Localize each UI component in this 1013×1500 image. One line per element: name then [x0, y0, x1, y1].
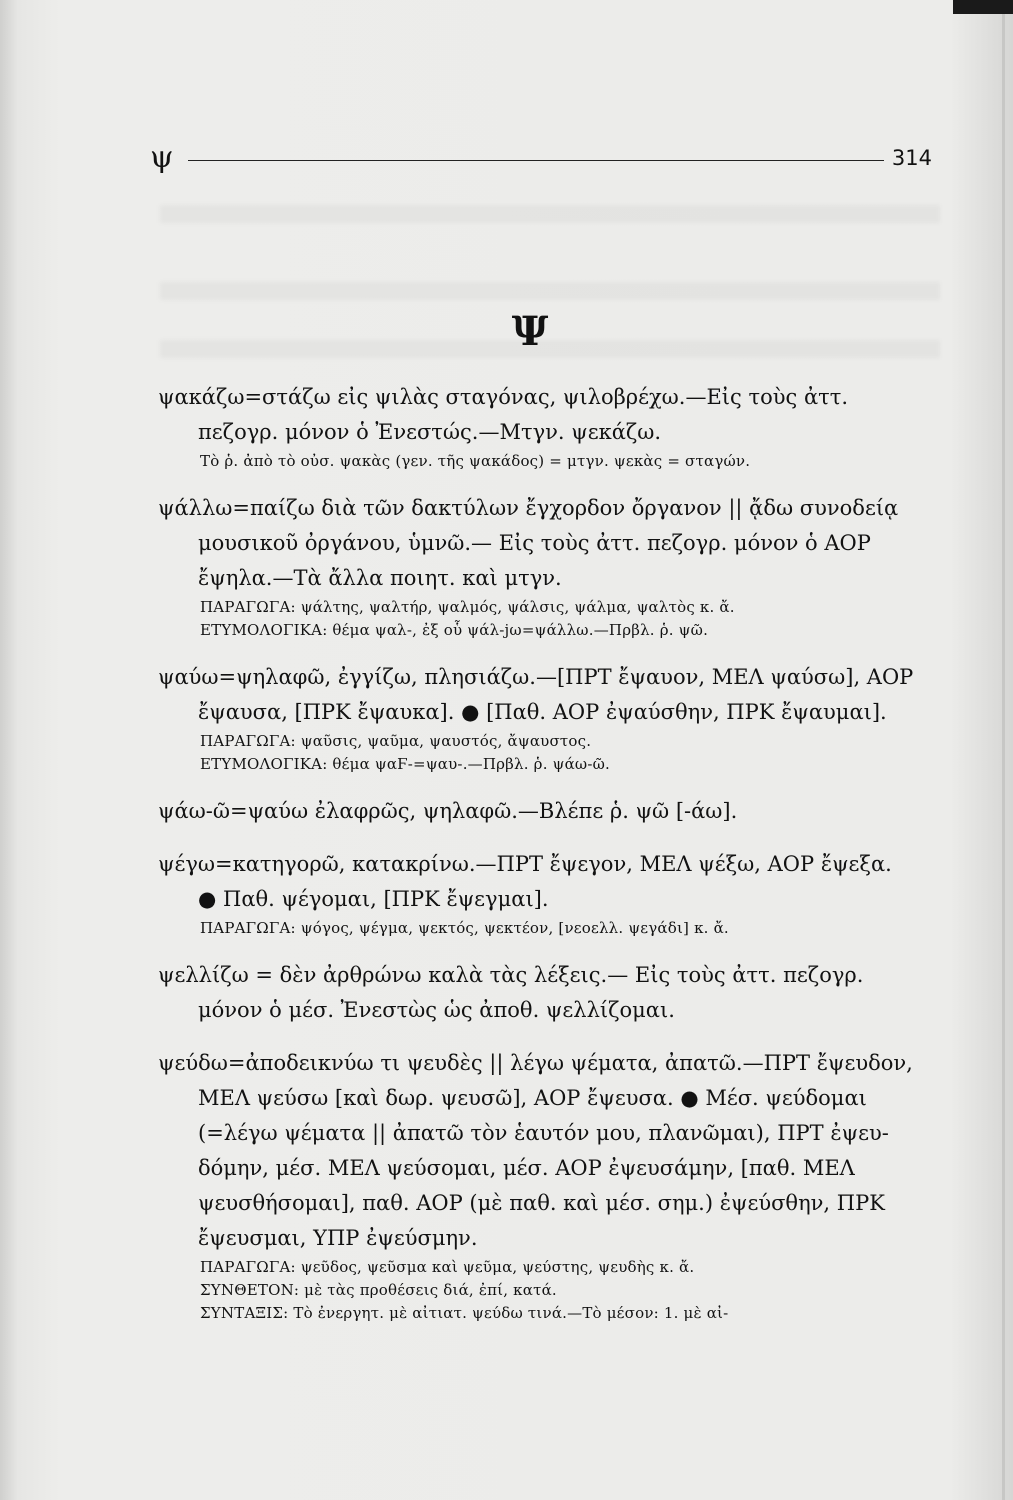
entry-line: δόμην, μέσ. ΜΕΛ ψεύσομαι, μέσ. ΑΟΡ ἐψευσάμην, [παθ. ΜΕΛ: [198, 1156, 855, 1180]
dictionary-entry: [158, 958, 938, 1028]
bleed-through-shadow: [160, 282, 940, 300]
section-letter: Ψ: [511, 308, 549, 355]
dictionary-entries: [158, 380, 938, 1343]
dictionary-entry: [158, 380, 938, 473]
bleed-through-shadow: [160, 205, 940, 223]
dictionary-entry: [158, 660, 938, 776]
dictionary-entry: [158, 491, 938, 642]
entry-note: ΕΤΥΜΟΛΟΓΙΚΑ: θέμα ψαλ-, ἐξ οὗ ψάλ-jω=ψάλλω.—Πρβλ. ῥ. ψῶ.: [200, 621, 709, 639]
entry-line: ΜΕΛ ψεύσω [καὶ δωρ. ψευσῶ], ΑΟΡ ἔψευσα. ● Μέσ. ψεύδομαι: [198, 1086, 867, 1110]
dictionary-entry: [158, 794, 938, 829]
entry-note: ΣΥΝΤΑΞΙΣ: Τὸ ἐνεργητ. μὲ αἰτιατ. ψεύδω τινά.—Τὸ μέσον: 1. μὲ αἰ-: [200, 1304, 729, 1322]
entry-line: ψεύδω=ἀποδεικνύω τι ψευδὲς || λέγω ψέματα, ἀπατῶ.—ΠΡΤ ἔψευδον,: [158, 1051, 913, 1075]
entry-line: ψαύω=ψηλαφῶ, ἐγγίζω, πλησιάζω.—[ΠΡΤ ἔψαυον, ΜΕΛ ψαύσω], ΑΟΡ: [158, 665, 914, 689]
entry-line: ἔψαυσα, [ΠΡΚ ἔψαυκα]. ● [Παθ. ΑΟΡ ἐψαύσθην, ΠΡΚ ἔψαυμαι].: [198, 700, 887, 724]
entry-line: ψέγω=κατηγορῶ, κατακρίνω.—ΠΡΤ ἔψεγον, ΜΕΛ ψέξω, ΑΟΡ ἔψεξα.: [158, 852, 892, 876]
entry-note: ΠΑΡΑΓΩΓΑ: ψόγος, ψέγμα, ψεκτός, ψεκτέον, [νεοελλ. ψεγάδι] κ. ἄ.: [200, 919, 729, 937]
entry-line: ψακάζω=στάζω εἰς ψιλὰς σταγόνας, ψιλοβρέχω.—Εἰς τοὺς ἀττ.: [158, 385, 849, 409]
entry-line: ● Παθ. ψέγομαι, [ΠΡΚ ἔψεγμαι].: [198, 887, 549, 911]
entry-note: ΕΤΥΜΟΛΟΓΙΚΑ: θέμα ψαϜ-=ψαυ-.—Πρβλ. ῥ. ψάω-ῶ.: [200, 755, 611, 773]
entry-note: ΠΑΡΑΓΩΓΑ: ψαῦσις, ψαῦμα, ψαυστός, ἄψαυστος.: [200, 732, 592, 750]
page-number: 314: [891, 146, 932, 170]
entry-note: ΠΑΡΑΓΩΓΑ: ψεῦδος, ψεῦσμα καὶ ψεῦμα, ψεύστης, ψευδὴς κ. ἄ.: [200, 1258, 695, 1276]
entry-line: ψάλλω=παίζω διὰ τῶν δακτύλων ἔγχορδον ὄργανον || ᾄδω συνοδείᾳ: [158, 496, 899, 520]
dictionary-entry: [158, 1046, 938, 1325]
entry-line: ἔψηλα.—Τὰ ἄλλα ποιητ. καὶ μτγν.: [198, 566, 562, 590]
page-corner-shadow: [953, 0, 1013, 14]
page-binding-edge: [1002, 0, 1005, 1500]
entry-line: μόνον ὁ μέσ. Ἐνεστὼς ὡς ἀποθ. ψελλίζομαι.: [198, 998, 675, 1022]
entry-line: πεζογρ. μόνον ὁ Ἐνεστώς.—Μτγν. ψεκάζω.: [198, 420, 662, 444]
entry-note: ΠΑΡΑΓΩΓΑ: ψάλτης, ψαλτήρ, ψαλμός, ψάλσις, ψάλμα, ψαλτὸς κ. ἄ.: [200, 598, 735, 616]
entry-line: ψευσθήσομαι], παθ. ΑΟΡ (μὲ παθ. καὶ μέσ. σημ.) ἐψεύσθην, ΠΡΚ: [198, 1191, 885, 1215]
entry-line: μουσικοῦ ὀργάνου, ὑμνῶ.— Εἰς τοὺς ἀττ. πεζογρ. μόνον ὁ ΑΟΡ: [198, 531, 871, 555]
dictionary-entry: [158, 847, 938, 940]
running-head: [150, 140, 932, 176]
running-head-rule: [188, 160, 884, 161]
entry-note: Τὸ ῥ. ἀπὸ τὸ οὐσ. ψακὰς (γεν. τῆς ψακάδος) = μτγν. ψεκὰς = σταγών.: [200, 452, 751, 470]
entry-line: ψελλίζω = δὲν ἀρθρώνω καλὰ τὰς λέξεις.— Εἰς τοὺς ἀττ. πεζογρ.: [158, 963, 864, 987]
entry-note: ΣΥΝΘΕΤΟΝ: μὲ τὰς προθέσεις διά, ἐπί, κατά.: [200, 1281, 557, 1299]
running-head-letter: ψ: [150, 140, 174, 175]
entry-line: ἔψευσμαι, ΥΠΡ ἐψεύσμην.: [198, 1226, 478, 1250]
entry-line: ψάω-ῶ=ψαύω ἐλαφρῶς, ψηλαφῶ.—Βλέπε ῥ. ψῶ [-άω].: [158, 799, 738, 823]
entry-line: (=λέγω ψέματα || ἀπατῶ τὸν ἑαυτόν μου, πλανῶμαι), ΠΡΤ ἐψευ-: [198, 1121, 889, 1145]
